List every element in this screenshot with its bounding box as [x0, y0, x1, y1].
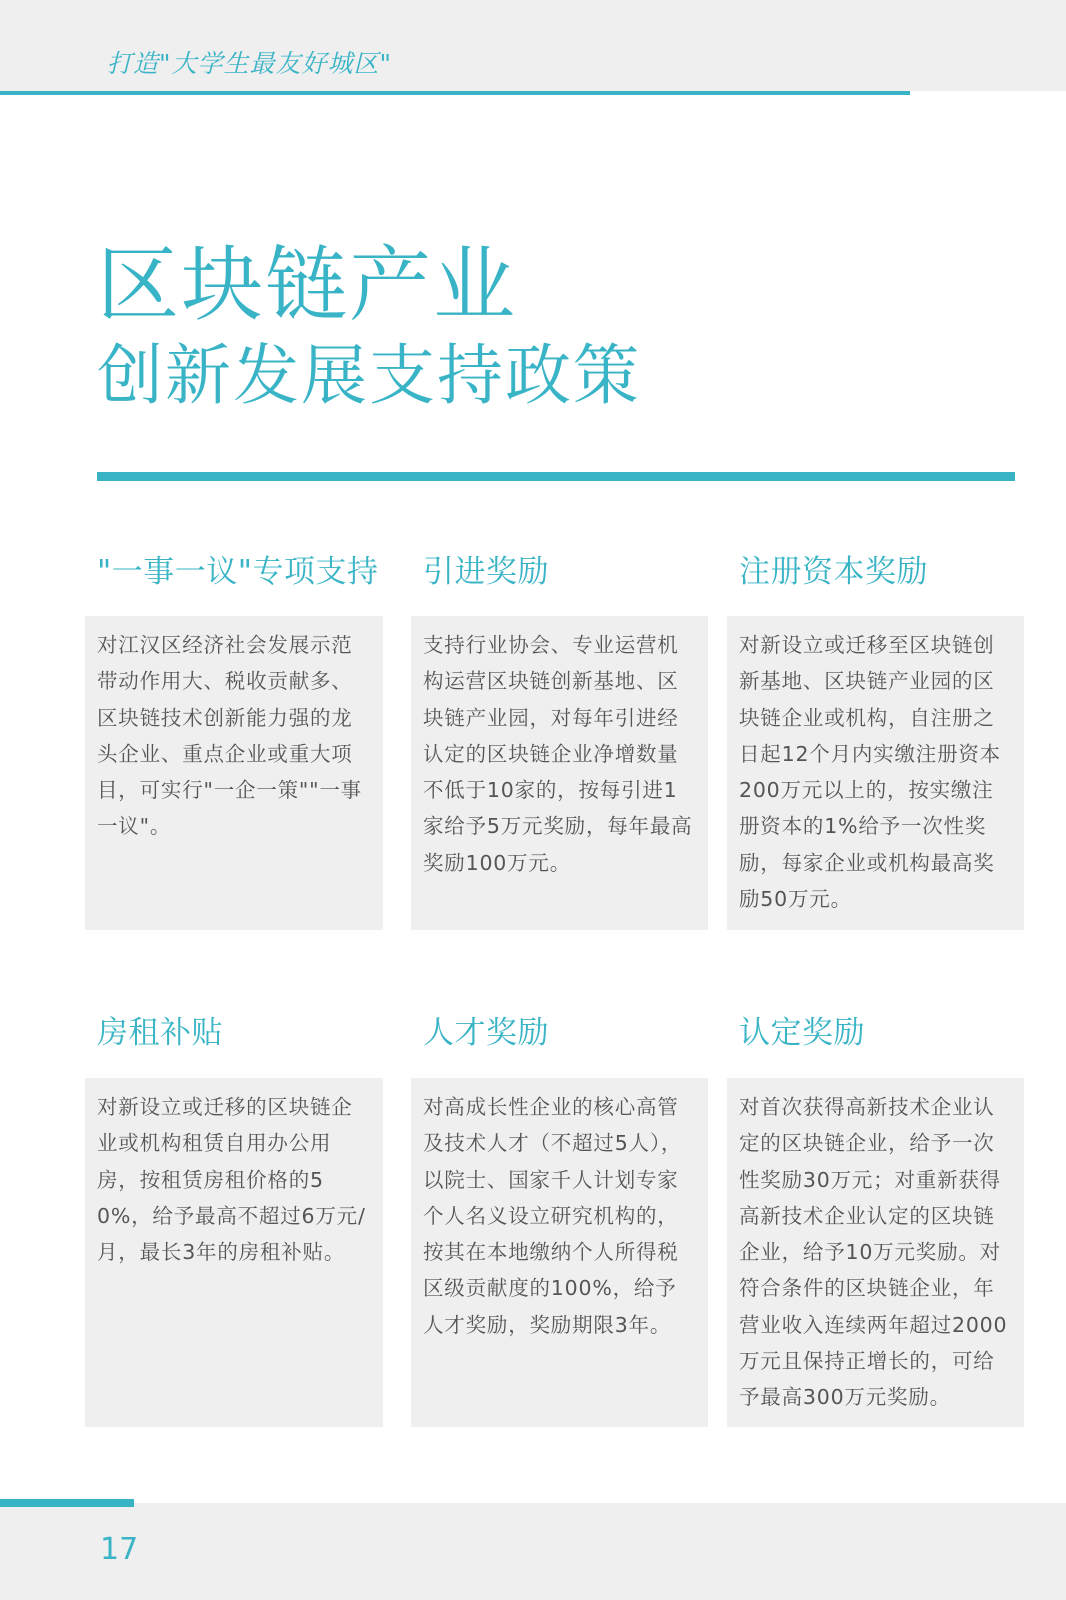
- header-divider: [0, 91, 910, 95]
- policy-card-rent-subsidy: [85, 1078, 383, 1427]
- footer-band: [0, 1503, 1066, 1600]
- policy-card-registered-capital-reward: [727, 616, 1024, 930]
- policy-card-text: 对新设立或迁移的区块链企业或机构租赁自用办公用房，按租赁房租价格的50%，给予最高不超过6万元/月，最长3年的房租补贴。: [97, 1095, 366, 1265]
- section-title-registered-capital-reward: 注册资本奖励: [739, 554, 928, 590]
- policy-card-introduction-reward: [411, 616, 708, 930]
- policy-card-text: 对首次获得高新技术企业认定的区块链企业，给予一次性奖励30万元；对重新获得高新技术企业认定的区块链企业，给予10万元奖励。对符合条件的区块链企业，年营业收入连续两年超过2000万元且保持正增长的，可给予最高300万元奖励。: [739, 1095, 1008, 1410]
- policy-card-text: 对江汉区经济社会发展示范带动作用大、税收贡献多、区块链技术创新能力强的龙头企业、重点企业或重大项目，可实行"一企一策""一事一议"。: [97, 633, 362, 839]
- footer-accent-bar: [0, 1499, 134, 1507]
- section-title-rent-subsidy: 房租补贴: [97, 1015, 223, 1051]
- section-title-special-support: "一事一议"专项支持: [97, 554, 379, 590]
- page-subtitle: 创新发展支持政策: [97, 337, 641, 414]
- header-tagline: 打造"大学生最友好城区": [107, 49, 392, 78]
- page-title: 区块链产业: [97, 238, 518, 333]
- section-title-talent-reward: 人才奖励: [423, 1015, 549, 1051]
- policy-card-certification-reward: [727, 1078, 1024, 1427]
- policy-card-text: 对高成长性企业的核心高管及技术人才（不超过5人），以院士、国家千人计划专家个人名义设立研究机构的，按其在本地缴纳个人所得税区级贡献度的100%，给予人才奖励，奖励期限3年。: [423, 1095, 683, 1337]
- page-number: 17: [100, 1532, 139, 1567]
- section-title-introduction-reward: 引进奖励: [423, 554, 549, 590]
- title-divider: [97, 472, 1015, 481]
- policy-card-talent-reward: [411, 1078, 708, 1427]
- policy-card-text: 对新设立或迁移至区块链创新基地、区块链产业园的区块链企业或机构，自注册之日起12个月内实缴注册资本200万元以上的，按实缴注册资本的1%给予一次性奖励，每家企业或机构最高奖励50万元。: [739, 633, 1001, 912]
- policy-card-text: 支持行业协会、专业运营机构运营区块链创新基地、区块链产业园，对每年引进经认定的区块链企业净增数量不低于10家的，按每引进1家给予5万元奖励，每年最高奖励100万元。: [423, 633, 693, 875]
- section-title-certification-reward: 认定奖励: [739, 1015, 865, 1051]
- policy-card-special-support: [85, 616, 383, 930]
